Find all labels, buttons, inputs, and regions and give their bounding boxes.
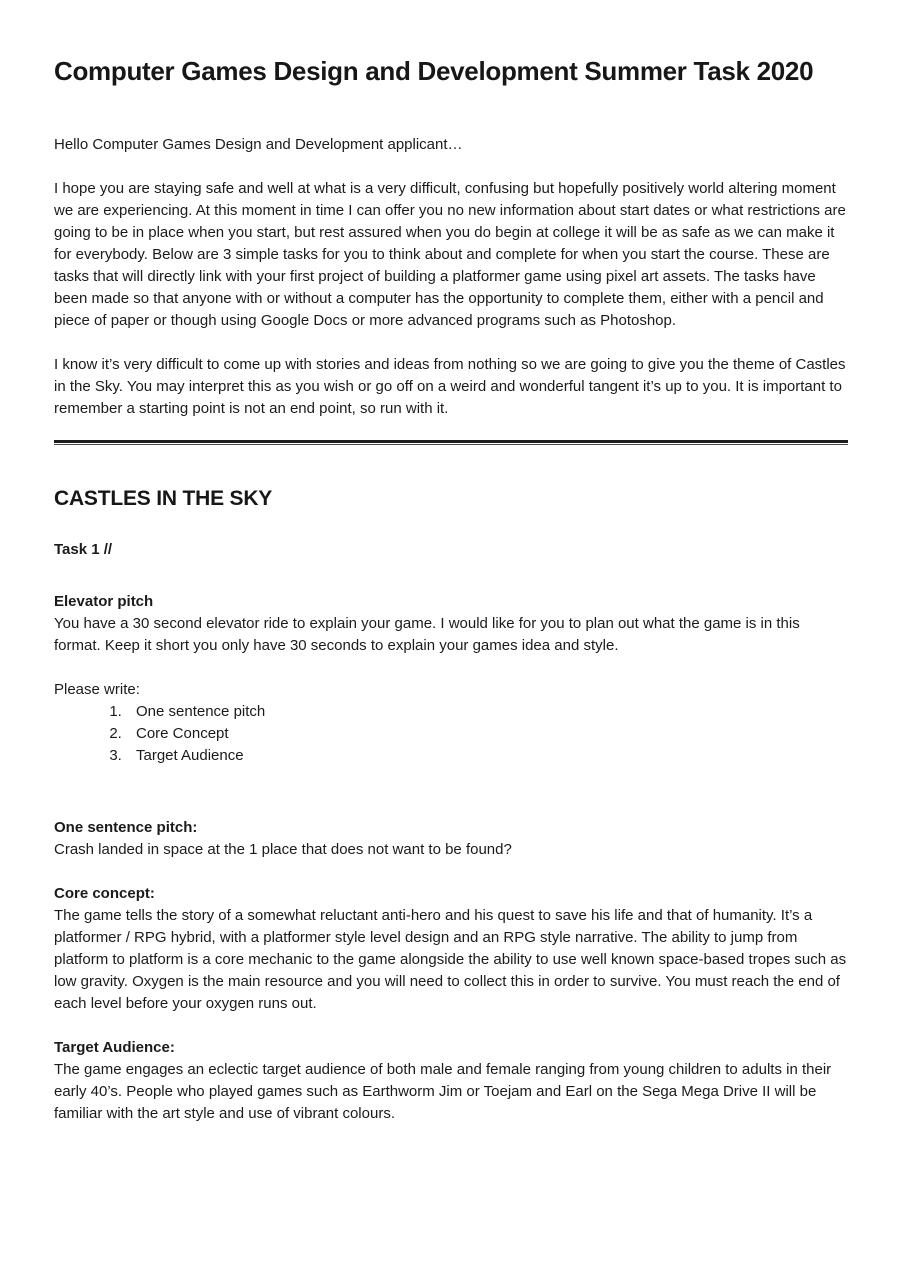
horizontal-divider bbox=[54, 440, 848, 445]
list-item: 1. One sentence pitch bbox=[126, 701, 848, 723]
please-write-list bbox=[54, 701, 848, 767]
target-audience-body: The game engages an eclectic target audience of both male and female ranging from young children to adults in their early 40’s. People who played games such as Earthworm Jim or Toejam and Earl on the Sega Mega Drive II will be familiar with the art style and use of vibrant colours. bbox=[54, 1061, 832, 1122]
document-title: Computer Games Design and Development Summer Task 2020 bbox=[54, 56, 814, 86]
list-item: 3. Target Audience bbox=[126, 745, 848, 767]
list-item: 2. Core Concept bbox=[126, 723, 848, 745]
please-write-label: Please write: bbox=[54, 681, 140, 698]
elevator-pitch-section bbox=[54, 591, 848, 657]
core-concept-section bbox=[54, 883, 848, 1015]
elevator-pitch-body: You have a 30 second elevator ride to explain your game. I would like for you to plan out what the game is in this format. Keep it short you only have 30 seconds to explain your games idea and style. bbox=[54, 615, 800, 654]
intro-paragraph-1: I hope you are staying safe and well at what is a very difficult, confusing but hopefully positively world altering moment we are experiencing. At this moment in time I can offer you no new information about start dates or what restrictions are going to be in place when you start, but rest assured when you do begin at college it will be as safe as we can make it for everybody. Below are 3 simple tasks for you to think about and complete for when you start the course. These are tasks that will directly link with your first project of building a platformer game using pixel art assets. The tasks have been made so that anyone with or without a computer has the opportunity to complete them, either with a pencil and piece of paper or though using Google Docs or more advanced programs such as Photoshop. bbox=[54, 180, 846, 329]
core-concept-body: The game tells the story of a somewhat reluctant anti-hero and his quest to save his life and that of humanity. It’s a platformer / RPG hybrid, with a platformer style level design and an RPG style narrative. The ability to jump from platform to platform is a core mechanic to the game alongside the ability to use well known space-based tropes such as low gravity. Oxygen is the main resource and you will need to collect this in order to survive. You must reach the end of each level before your oxygen runs out. bbox=[54, 907, 847, 1012]
one-sentence-pitch-heading: One sentence pitch: bbox=[54, 819, 198, 836]
intro-paragraph-2: I know it’s very difficult to come up with stories and ideas from nothing so we are going to give you the theme of Castles in the Sky. You may interpret this as you wish or go off on a weird and wonderful tangent it’s up to you. It is important to remember a starting point is not an end point, so run with it. bbox=[54, 356, 846, 417]
section-heading-castles-in-the-sky: CASTLES IN THE SKY bbox=[54, 487, 273, 510]
please-write-section bbox=[54, 679, 848, 767]
target-audience-section bbox=[54, 1037, 848, 1125]
task-1-label: Task 1 // bbox=[54, 541, 113, 558]
one-sentence-pitch-section bbox=[54, 817, 848, 861]
target-audience-heading: Target Audience: bbox=[54, 1039, 175, 1056]
one-sentence-pitch-body: Crash landed in space at the 1 place that does not want to be found? bbox=[54, 841, 512, 858]
elevator-pitch-heading: Elevator pitch bbox=[54, 593, 154, 610]
core-concept-heading: Core concept: bbox=[54, 885, 155, 902]
greeting-text: Hello Computer Games Design and Development applicant… bbox=[54, 136, 463, 153]
